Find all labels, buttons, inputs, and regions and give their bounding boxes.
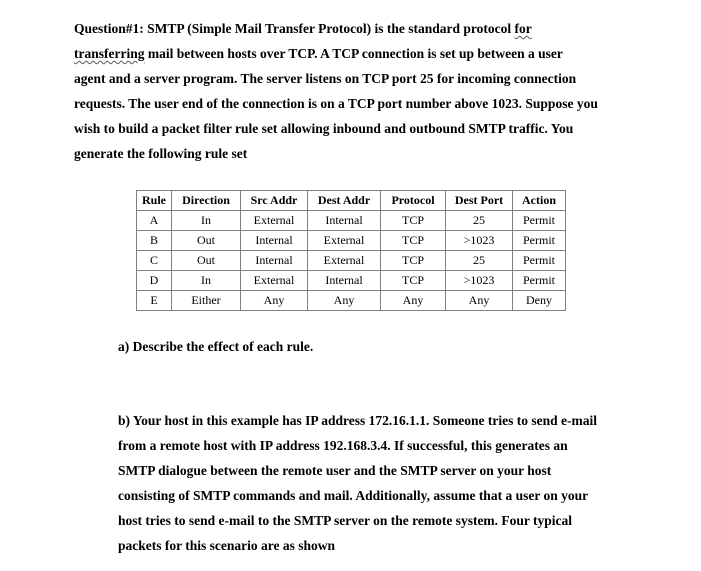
header-dest-addr: Dest Addr [308, 191, 381, 211]
cell-direction: In [172, 211, 241, 231]
header-rule: Rule [137, 191, 172, 211]
question-1-paragraph [74, 16, 674, 166]
cell-rule: C [137, 251, 172, 271]
header-src-addr: Src Addr [241, 191, 308, 211]
cell-src-addr: External [241, 211, 308, 231]
cell-src-addr: Any [241, 291, 308, 311]
cell-action: Permit [513, 211, 566, 231]
table-row [137, 231, 566, 251]
cell-dest-port: 25 [446, 211, 513, 231]
cell-src-addr: Internal [241, 231, 308, 251]
cell-rule: E [137, 291, 172, 311]
question-1-line-6: generate the following rule set [74, 146, 248, 161]
cell-action: Permit [513, 251, 566, 271]
cell-dest-port: Any [446, 291, 513, 311]
cell-rule: D [137, 271, 172, 291]
part-b-line-3: SMTP dialogue between the remote user and the SMTP server on your host [118, 463, 552, 478]
cell-action: Permit [513, 231, 566, 251]
question-1-line-5: wish to build a packet filter rule set allowing inbound and outbound SMTP traffic. You [74, 121, 574, 136]
table-row [137, 211, 566, 231]
table-header-row [137, 191, 566, 211]
cell-rule: A [137, 211, 172, 231]
table-row [137, 251, 566, 271]
part-a-question [118, 334, 313, 359]
packet-filter-rule-table [136, 190, 566, 311]
cell-protocol: TCP [381, 271, 446, 291]
cell-dest-addr: Internal [308, 271, 381, 291]
question-1-line-2-text: mail between hosts over TCP. A TCP connection is set up between a user [144, 46, 563, 61]
cell-protocol: TCP [381, 231, 446, 251]
cell-dest-addr: Internal [308, 211, 381, 231]
cell-dest-addr: Any [308, 291, 381, 311]
cell-src-addr: External [241, 271, 308, 291]
header-protocol: Protocol [381, 191, 446, 211]
part-b-line-2: from a remote host with IP address 192.168.3.4. If successful, this generates an [118, 438, 568, 453]
part-b-line-1: b) Your host in this example has IP address 172.16.1.1. Someone tries to send e-mail [118, 413, 598, 428]
cell-dest-addr: External [308, 231, 381, 251]
question-1-line-2 [74, 41, 674, 66]
header-direction: Direction [172, 191, 241, 211]
part-b-line-6: packets for this scenario are as shown [118, 538, 336, 553]
cell-direction: Either [172, 291, 241, 311]
cell-protocol: TCP [381, 211, 446, 231]
cell-direction: In [172, 271, 241, 291]
header-dest-port: Dest Port [446, 191, 513, 211]
header-action: Action [513, 191, 566, 211]
part-b-line-4: consisting of SMTP commands and mail. Additionally, assume that a user on your [118, 488, 589, 503]
question-1-line-1-text: Question#1: SMTP (Simple Mail Transfer Protocol) is the standard protocol [74, 21, 515, 36]
spellcheck-word-for: for [514, 21, 532, 36]
cell-rule: B [137, 231, 172, 251]
table-row [137, 291, 566, 311]
cell-src-addr: Internal [241, 251, 308, 271]
question-1-line-3: agent and a server program. The server listens on TCP port 25 for incoming connection [74, 71, 577, 86]
question-1-line-4: requests. The user end of the connection is on a TCP port number above 1023. Suppose you [74, 96, 598, 111]
cell-dest-port: >1023 [446, 231, 513, 251]
cell-direction: Out [172, 251, 241, 271]
spellcheck-word-transferring: transferring [74, 46, 145, 61]
part-b-paragraph [118, 408, 678, 558]
cell-protocol: TCP [381, 251, 446, 271]
cell-direction: Out [172, 231, 241, 251]
part-b-line-5: host tries to send e-mail to the SMTP server on the remote system. Four typical [118, 513, 573, 528]
cell-dest-addr: External [308, 251, 381, 271]
table-row [137, 271, 566, 291]
cell-action: Deny [513, 291, 566, 311]
cell-action: Permit [513, 271, 566, 291]
cell-protocol: Any [381, 291, 446, 311]
cell-dest-port: >1023 [446, 271, 513, 291]
cell-dest-port: 25 [446, 251, 513, 271]
part-a-text: a) Describe the effect of each rule. [118, 339, 314, 354]
question-1-line-1 [74, 16, 674, 41]
